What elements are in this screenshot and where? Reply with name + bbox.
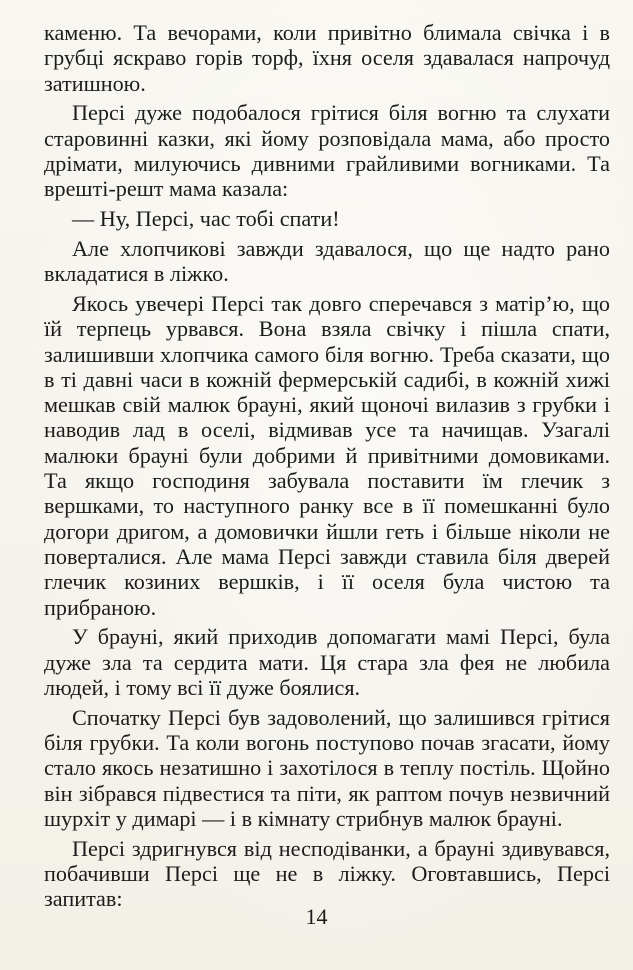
paragraph: Але хлопчикові завжди здавалося, що ще надто рано вкладатися в ліжко. — [44, 235, 610, 287]
paragraph: Персі здригнувся від несподіванки, а брауні здивувався, побачивши Персі ще не в ліжку. Оговтавшись, Персі запитав: — [44, 835, 610, 912]
paragraph: Спочатку Персі був задоволений, що залишився грітися біля грубки. Та коли вогонь поступово почав згасати, йому стало якось незатишно і захотілося в теплу постіль. Щойно він зібрався підвестися та піти, як раптом почув незвичний шурхіт у димарі — і в кімнату стрибнув малюк брауні. — [44, 704, 610, 831]
paragraph: Персі дуже подобалося грітися біля вогню та слухати старовинні казки, які йому розповідала мама, або просто дрімати, милуючись дивними грайливими вогниками. Та врешті-решт мама казала: — [44, 100, 610, 202]
dialogue-line: — Ну, Персі, час тобі спати! — [72, 206, 340, 232]
body-text — [44, 20, 610, 916]
page-number: 14 — [305, 904, 328, 929]
paragraph: У брауні, який приходив допомагати мамі Персі, була дуже зла та сердита мати. Ця стара зла фея не любила людей, і тому всі її дуже боялися. — [44, 624, 610, 700]
paragraph: Якось увечері Персі так довго сперечався з матір’ю, що їй терпець урвався. Вона взяла свічку і пішла спати, залишивши хлопчика самого біля вогню. Треба сказати, що в ті давні часи в кожній фермерській садибі, в кожній хижі мешкав свій малюк брауні, який щоночі вилазив з грубки і наводив лад в оселі, відмивав усе та начищав. Узагалі малюки брауні були добрими й привітними домовиками. Та якщо господиня забувала поставити їм глечик з вершками, то наступного ранку все в її помешканні було догори дригом, а домовички йшли геть і більше ніколи не поверталися. Але мама Персі завжди ставила біля дверей глечик козиних вершків, і її оселя була чистою та прибраною. — [44, 290, 610, 620]
paragraph: каменю. Та вечорами, коли привітно блимала свічка і в грубці яскраво горів торф, їхня оселя здавалася напрочуд затишною. — [44, 20, 610, 96]
